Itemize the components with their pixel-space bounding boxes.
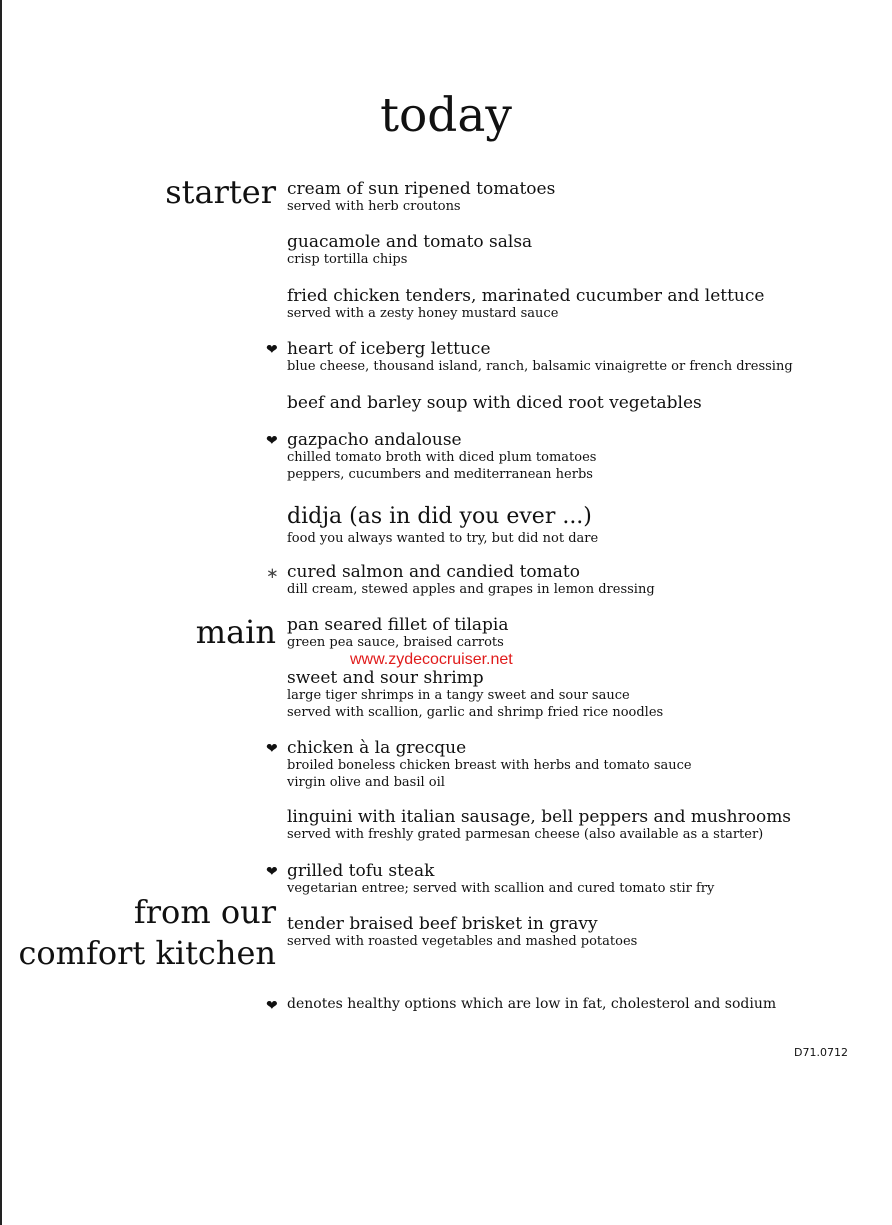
page-title: today — [380, 88, 512, 143]
menu-item — [287, 563, 655, 598]
menu-item-name: linguini with italian sausage, bell peppers and mushrooms — [287, 807, 792, 827]
menu-item-name: didja (as in did you ever ...) — [287, 504, 592, 529]
menu-item — [287, 340, 793, 375]
heart-icon: ❤ — [266, 864, 278, 880]
menu-item-description: large tiger shrimps in a tangy sweet and sour sauce — [287, 688, 630, 703]
menu-item-description: served with roasted vegetables and mashed potatoes — [287, 934, 638, 949]
document-code: D71.0712 — [794, 1046, 848, 1059]
menu-item-name: grilled tofu steak — [287, 861, 435, 881]
menu-item-name: heart of iceberg lettuce — [287, 339, 491, 359]
menu-item-description: peppers, cucumbers and mediterranean herbs — [287, 467, 593, 482]
heart-icon: ❤ — [266, 433, 278, 449]
menu-item-name: pan seared fillet of tilapia — [287, 615, 509, 635]
section-comfort-line-1: from our — [133, 893, 276, 931]
menu-item-description: vegetarian entree; served with scallion and cured tomato stir fry — [287, 881, 715, 896]
menu-item — [287, 431, 596, 483]
menu-item-description: green pea sauce, braised carrots — [287, 635, 504, 650]
menu-item — [287, 669, 663, 721]
menu-item-description: dill cream, stewed apples and grapes in lemon dressing — [287, 582, 655, 597]
menu-item-name: sweet and sour shrimp — [287, 668, 484, 688]
section-main: main — [195, 613, 276, 651]
page-edge — [0, 0, 2, 1225]
menu-item-description: food you always wanted to try, but did not dare — [287, 531, 599, 546]
menu-item — [287, 915, 637, 950]
menu-item-description: chilled tomato broth with diced plum tomatoes — [287, 450, 597, 465]
heart-icon: ❤ — [266, 342, 278, 358]
menu-item-description: served with herb croutons — [287, 199, 461, 214]
menu-item-name: beef and barley soup with diced root vegetables — [287, 393, 702, 413]
menu-item-name: fried chicken tenders, marinated cucumber and lettuce — [287, 286, 765, 306]
heart-icon: ❤ — [266, 998, 278, 1014]
menu-item-name: tender braised beef brisket in gravy — [287, 914, 598, 934]
menu-item — [287, 808, 791, 843]
menu-item — [287, 233, 532, 268]
section-comfort-kitchen — [18, 892, 276, 974]
menu-item — [287, 180, 555, 215]
healthy-footnote: denotes healthy options which are low in fat, cholesterol and sodium — [287, 996, 777, 1012]
menu-item-description: blue cheese, thousand island, ranch, balsamic vinaigrette or french dressing — [287, 359, 793, 374]
menu-item-description: virgin olive and basil oil — [287, 775, 445, 790]
menu-item-description: served with a zesty honey mustard sauce — [287, 306, 559, 321]
heart-icon: ❤ — [266, 741, 278, 757]
section-comfort-line-2: comfort kitchen — [18, 934, 276, 972]
menu-item-name: gazpacho andalouse — [287, 430, 462, 450]
menu-item — [287, 394, 702, 412]
menu-item-description: served with freshly grated parmesan cheese (also available as a starter) — [287, 827, 764, 842]
menu-item — [287, 862, 714, 897]
asterisk-icon: ∗ — [266, 564, 279, 582]
menu-item-description: broiled boneless chicken breast with herbs and tomato sauce — [287, 758, 692, 773]
menu-item-description: served with scallion, garlic and shrimp fried rice noodles — [287, 705, 664, 720]
section-starter: starter — [165, 173, 276, 211]
menu-item-name: cured salmon and candied tomato — [287, 562, 580, 582]
menu-item — [287, 616, 509, 651]
menu-item-name: guacamole and tomato salsa — [287, 232, 533, 252]
menu-item — [287, 504, 598, 547]
watermark: www.zydecocruiser.net — [350, 651, 513, 668]
menu-item-name: cream of sun ripened tomatoes — [287, 179, 556, 199]
menu-item-description: crisp tortilla chips — [287, 252, 408, 267]
menu-item-name: chicken à la grecque — [287, 738, 467, 758]
menu-item — [287, 287, 764, 322]
menu-item — [287, 739, 692, 791]
